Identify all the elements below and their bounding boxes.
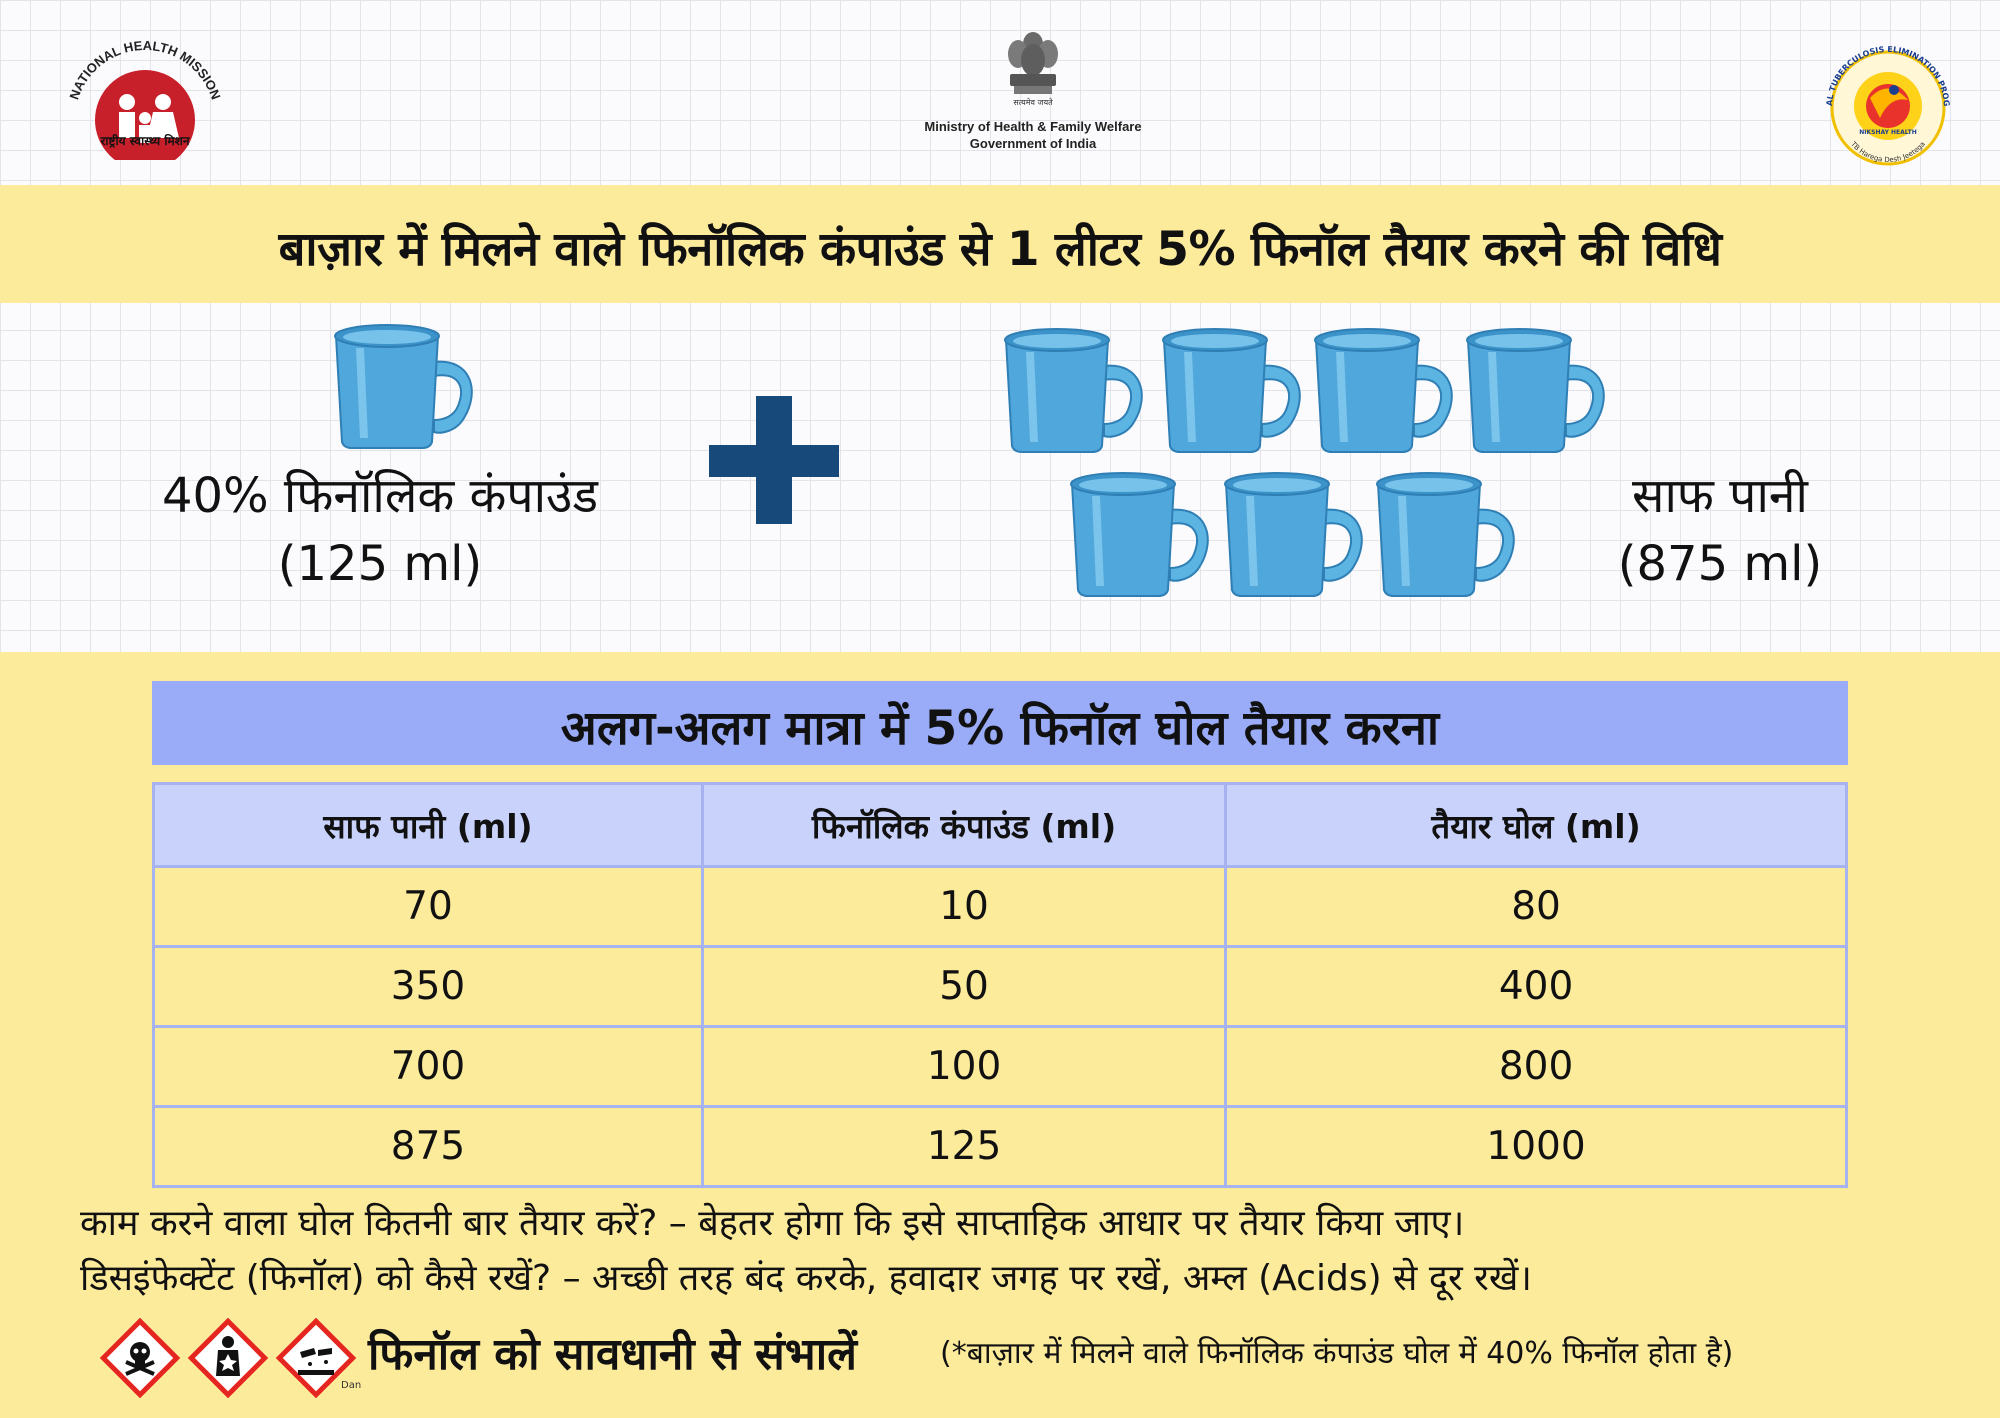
caution-heading: फिनॉल को सावधानी से संभालें [368, 1329, 857, 1380]
danger-small-label: Dan [341, 1380, 362, 1391]
header-prepared-solution: तैयार घोल (ml) [1226, 784, 1847, 867]
storage-note: डिसइंफेक्टेंट (फिनॉल) को कैसे रखें? – अच्छी तरह बंद करके, हवादार जगह पर रखें, अम्ल (Acids) से दूर रखें। [80, 1258, 1532, 1299]
table-header-row [154, 784, 1847, 867]
ministry-line1: Ministry of Health & Family Welfare [924, 119, 1142, 134]
header-phenolic-compound: फिनॉलिक कंपाउंड (ml) [702, 784, 1225, 867]
clean-water-text: साफ पानी [1632, 468, 1808, 524]
phenolic-compound-volume: (125 ml) [277, 536, 483, 592]
table-cell: 700 [154, 1027, 703, 1107]
table-cell: 875 [154, 1107, 703, 1187]
mug-icon [1000, 326, 1150, 454]
clean-water-volume: (875 ml) [1617, 536, 1823, 592]
plus-icon-vertical [756, 396, 792, 524]
table-cell: 10 [702, 867, 1225, 947]
table-cell: 80 [1226, 867, 1847, 947]
table-row [154, 867, 1847, 947]
nhm-hindi-text: राष्ट्रीय स्वास्थ्य मिशन [100, 134, 190, 148]
table-cell: 400 [1226, 947, 1847, 1027]
national-emblem-icon [1000, 30, 1066, 108]
table-row [154, 1107, 1847, 1187]
table-cell: 70 [154, 867, 703, 947]
table-cell: 800 [1226, 1027, 1847, 1107]
mug-icon [1310, 326, 1460, 454]
mug-icon [330, 322, 480, 450]
clean-water-label [1580, 462, 1860, 598]
ntep-arc-text: AL TUBERCULOSIS ELIMINATION PROG [1824, 44, 1952, 107]
table-title: अलग-अलग मात्रा में 5% फिनॉल घोल तैयार करना [560, 701, 1440, 756]
phenolic-compound-text: 40% फिनॉलिक कंपाउंड [161, 468, 599, 524]
preparation-frequency-note: काम करने वाला घोल कितनी बार तैयार करें? – बेहतर होगा कि इसे साप्ताहिक आधार पर तैयार किया जाए। [80, 1203, 1465, 1244]
mug-icon [1220, 470, 1370, 598]
ministry-line2: Government of India [969, 136, 1097, 151]
table-cell: 350 [154, 947, 703, 1027]
health-hazard-icon [188, 1318, 268, 1398]
phenolic-compound-label [110, 462, 650, 598]
ntep-inner-text: NIKSHAY HEALTH [1859, 129, 1917, 136]
footnote: (*बाज़ार में मिलने वाले फिनॉलिक कंपाउंड घोल में 40% फिनॉल होता है) [940, 1336, 1734, 1371]
ministry-text [880, 118, 1186, 152]
table-cell: 50 [702, 947, 1225, 1027]
table-row [154, 1027, 1847, 1107]
nhm-arc-text: NATIONAL HEALTH MISSION [66, 37, 224, 102]
skull-crossbones-icon [100, 1318, 180, 1398]
ntep-bottom-text: TB Harega Desh Jeetega [1849, 140, 1927, 165]
table-cell: 1000 [1226, 1107, 1847, 1187]
table-row [154, 947, 1847, 1027]
table-cell: 125 [702, 1107, 1225, 1187]
mug-icon [1066, 470, 1216, 598]
emblem-motto: सत्यमेव जयते [1013, 98, 1053, 107]
table-cell: 100 [702, 1027, 1225, 1107]
mug-icon [1462, 326, 1612, 454]
mug-icon [1158, 326, 1308, 454]
page-title: बाज़ार में मिलने वाले फिनॉलिक कंपाउंड से 1 लीटर 5% फिनॉल तैयार करने की विधि [278, 222, 1722, 277]
ntep-logo [1820, 38, 1955, 173]
dilution-table [152, 782, 1848, 1188]
header-clean-water: साफ पानी (ml) [154, 784, 703, 867]
mug-icon [1372, 470, 1522, 598]
